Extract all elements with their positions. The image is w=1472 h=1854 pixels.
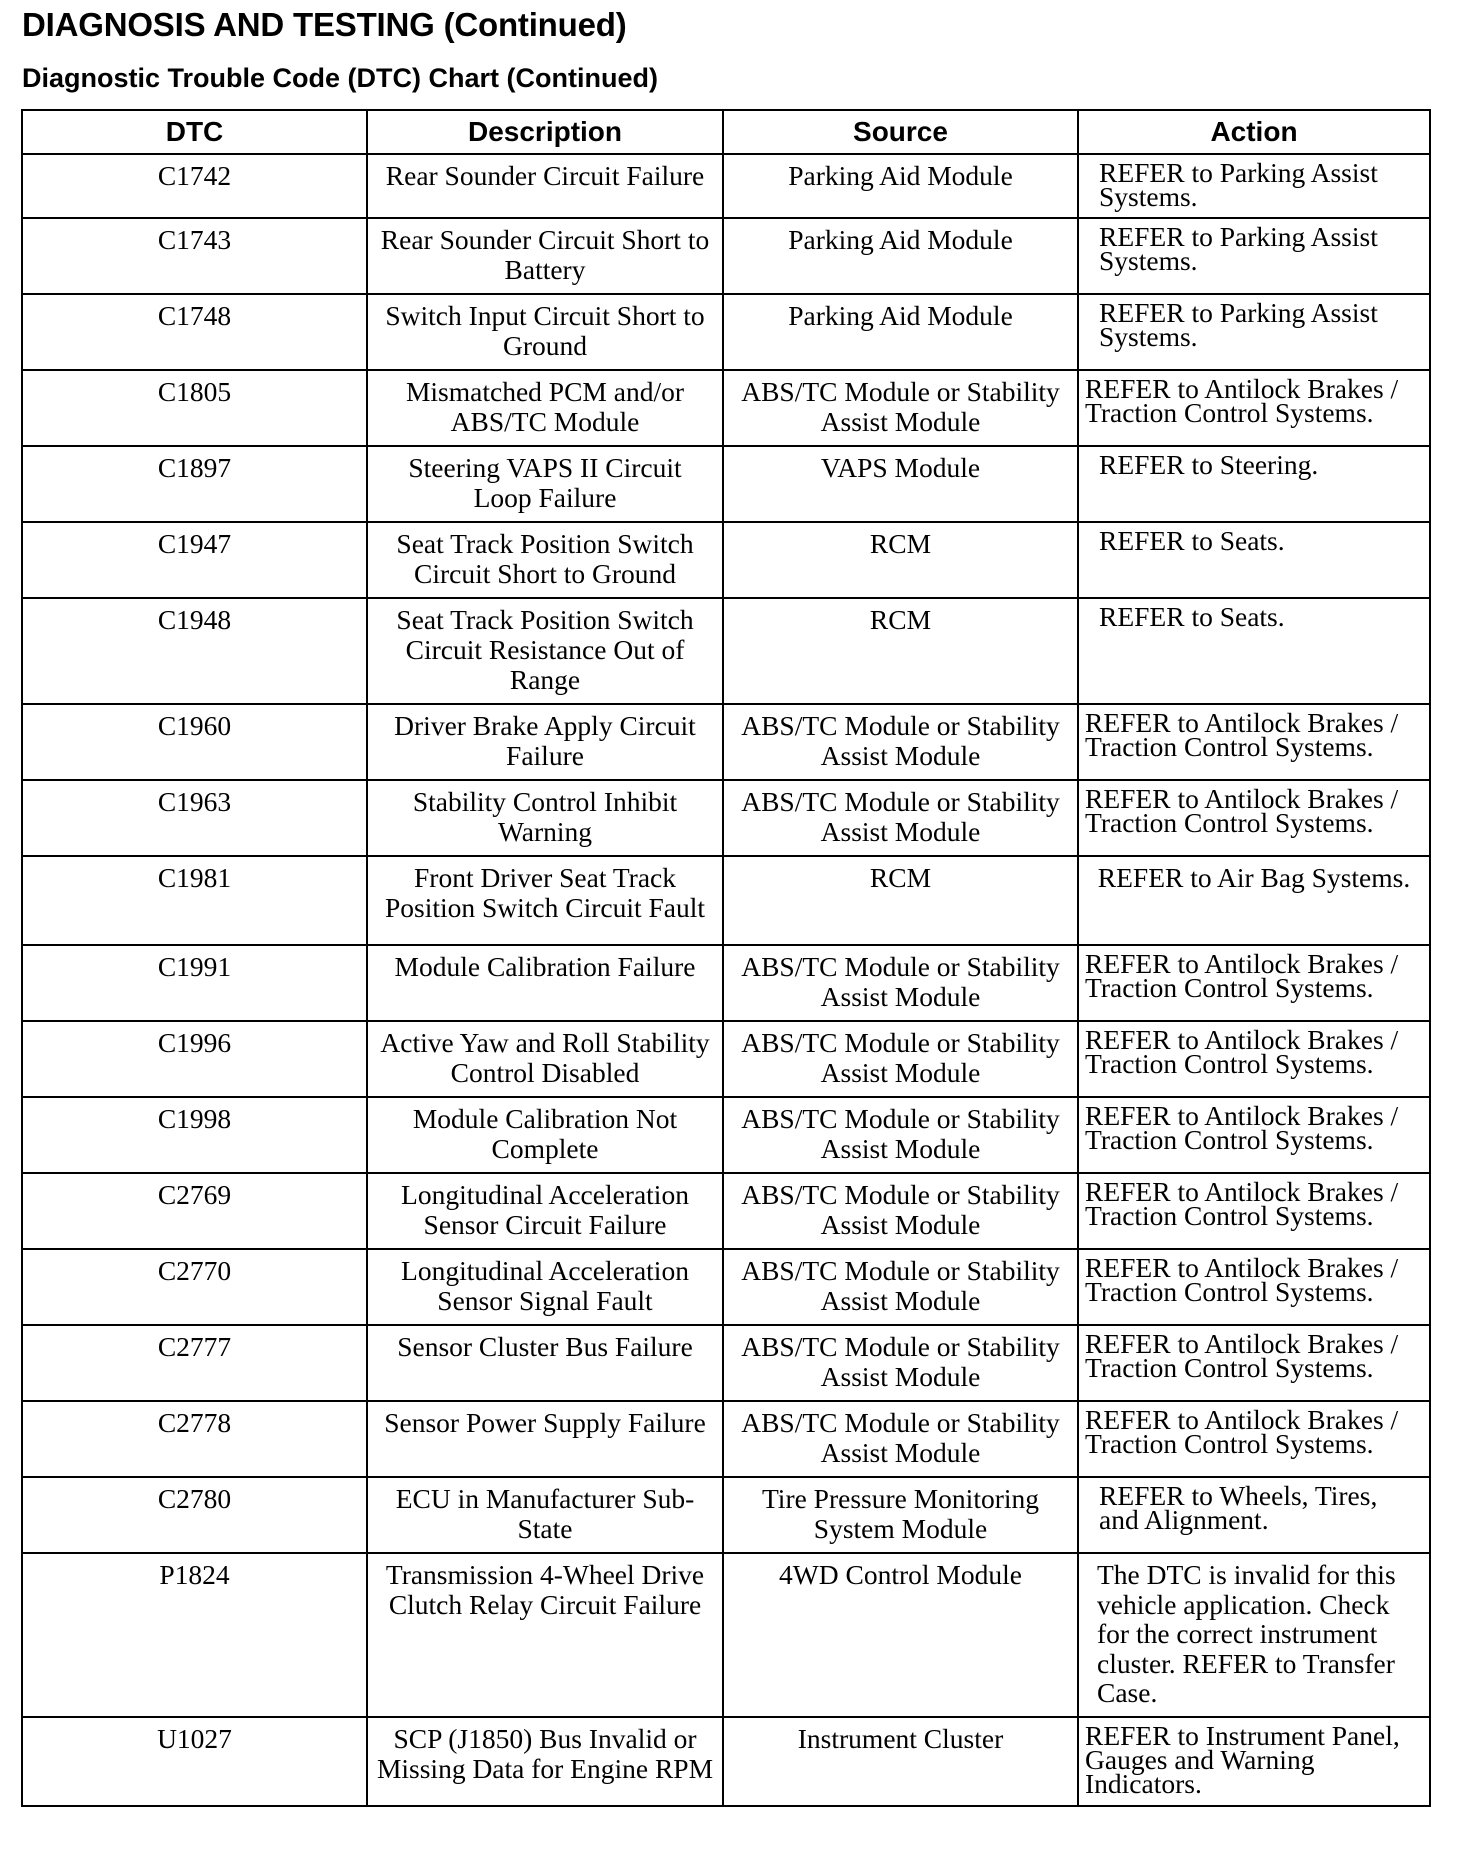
action-cell-text: REFER to Seats. xyxy=(1099,525,1285,556)
table-row xyxy=(22,154,1430,218)
action-cell xyxy=(1078,1249,1430,1325)
source-cell xyxy=(723,1553,1078,1717)
source-cell-text: RCM xyxy=(869,862,932,893)
dtc-code-cell xyxy=(22,1249,367,1325)
table-header-row xyxy=(22,110,1430,154)
column-header-source: Source xyxy=(723,110,1078,154)
action-cell xyxy=(1078,218,1430,294)
dtc-code-cell-text: C1991 xyxy=(157,951,232,982)
action-cell xyxy=(1078,780,1430,856)
source-cell-text: Parking Aid Module xyxy=(788,160,1013,191)
description-cell xyxy=(367,522,723,598)
source-cell-text: ABS/TC Module or Stability Assist Module xyxy=(741,951,1060,1012)
dtc-code-cell xyxy=(22,294,367,370)
dtc-code-cell xyxy=(22,945,367,1021)
action-cell-text: REFER to Instrument Panel, Gauges and Warning Indicators. xyxy=(1085,1719,1400,1799)
dtc-code-cell xyxy=(22,1021,367,1097)
table-row xyxy=(22,598,1430,704)
action-cell xyxy=(1078,856,1430,945)
source-cell xyxy=(723,704,1078,780)
source-cell xyxy=(723,1717,1078,1806)
action-cell xyxy=(1078,370,1430,446)
table-row xyxy=(22,1097,1430,1173)
description-cell-text: Sensor Power Supply Failure xyxy=(384,1407,706,1438)
source-cell-text: RCM xyxy=(869,604,932,635)
description-cell-text: Sensor Cluster Bus Failure xyxy=(397,1331,693,1362)
action-cell-text: REFER to Air Bag Systems. xyxy=(1097,862,1411,893)
dtc-code-cell-text: C1897 xyxy=(157,452,232,483)
dtc-code-cell xyxy=(22,1097,367,1173)
action-cell xyxy=(1078,1477,1430,1553)
description-cell xyxy=(367,1717,723,1806)
table-row xyxy=(22,294,1430,370)
source-cell xyxy=(723,780,1078,856)
source-cell xyxy=(723,370,1078,446)
source-cell xyxy=(723,856,1078,945)
table-row xyxy=(22,1477,1430,1553)
dtc-code-cell-text: C2778 xyxy=(157,1407,232,1438)
description-cell xyxy=(367,1477,723,1553)
dtc-code-cell-text: C2780 xyxy=(157,1483,232,1514)
action-cell xyxy=(1078,1717,1430,1806)
description-cell-text: Mismatched PCM and/or ABS/TC Module xyxy=(405,376,685,437)
source-cell xyxy=(723,522,1078,598)
table-row xyxy=(22,1553,1430,1717)
description-cell xyxy=(367,856,723,945)
chart-subtitle: Diagnostic Trouble Code (DTC) Chart (Continued) xyxy=(22,63,658,93)
source-cell-text: VAPS Module xyxy=(820,452,981,483)
source-cell xyxy=(723,294,1078,370)
table-row xyxy=(22,370,1430,446)
table-row xyxy=(22,780,1430,856)
dtc-code-cell-text: C1947 xyxy=(157,528,232,559)
action-cell-text: REFER to Antilock Brakes / Traction Control Systems. xyxy=(1085,1024,1399,1079)
dtc-code-cell xyxy=(22,1717,367,1806)
dtc-code-cell xyxy=(22,522,367,598)
description-cell xyxy=(367,1249,723,1325)
action-cell-text: REFER to Antilock Brakes / Traction Control Systems. xyxy=(1085,373,1399,428)
table-row xyxy=(22,1717,1430,1806)
description-cell xyxy=(367,945,723,1021)
column-header-action: Action xyxy=(1078,110,1430,154)
dtc-code-cell xyxy=(22,598,367,704)
table-row xyxy=(22,856,1430,945)
dtc-code-cell-text: C1742 xyxy=(157,160,232,191)
description-cell-text: Driver Brake Apply Circuit Failure xyxy=(394,710,696,771)
description-cell xyxy=(367,1173,723,1249)
action-cell xyxy=(1078,1325,1430,1401)
action-cell xyxy=(1078,1097,1430,1173)
source-cell xyxy=(723,218,1078,294)
action-cell xyxy=(1078,294,1430,370)
dtc-code-cell-text: C2770 xyxy=(157,1255,232,1286)
action-cell-text: REFER to Antilock Brakes / Traction Control Systems. xyxy=(1085,1404,1399,1459)
description-cell-text: Steering VAPS II Circuit Loop Failure xyxy=(408,452,682,513)
dtc-code-cell xyxy=(22,1401,367,1477)
description-cell-text: Module Calibration Not Complete xyxy=(412,1103,678,1164)
column-header-description: Description xyxy=(367,110,723,154)
dtc-table xyxy=(21,109,1431,1807)
description-cell-text: SCP (J1850) Bus Invalid or Missing Data for Engine RPM xyxy=(376,1722,714,1784)
dtc-code-cell xyxy=(22,780,367,856)
action-cell-text: REFER to Wheels, Tires, and Alignment. xyxy=(1099,1480,1378,1535)
source-cell xyxy=(723,598,1078,704)
table-row xyxy=(22,1249,1430,1325)
description-cell-text: Module Calibration Failure xyxy=(394,951,696,982)
description-cell-text: Active Yaw and Roll Stability Control Disabled xyxy=(380,1027,710,1088)
description-cell xyxy=(367,1325,723,1401)
description-cell-text: ECU in Manufacturer Sub-State xyxy=(395,1483,695,1544)
description-cell xyxy=(367,598,723,704)
description-cell xyxy=(367,218,723,294)
action-cell-text: The DTC is invalid for this vehicle application. Check for the correct instrument cluster. REFER to Transfer Case. xyxy=(1097,1559,1396,1708)
description-cell xyxy=(367,446,723,522)
description-cell-text: Rear Sounder Circuit Failure xyxy=(385,160,705,191)
source-cell-text: ABS/TC Module or Stability Assist Module xyxy=(741,1027,1060,1088)
source-cell-text: ABS/TC Module or Stability Assist Module xyxy=(741,1255,1060,1316)
action-cell xyxy=(1078,1401,1430,1477)
source-cell-text: ABS/TC Module or Stability Assist Module xyxy=(741,1103,1060,1164)
description-cell xyxy=(367,704,723,780)
dtc-code-cell xyxy=(22,370,367,446)
action-cell-text: REFER to Antilock Brakes / Traction Control Systems. xyxy=(1085,948,1399,1003)
source-cell xyxy=(723,154,1078,218)
dtc-code-cell xyxy=(22,1325,367,1401)
dtc-code-cell-text: C1963 xyxy=(157,786,232,817)
source-cell-text: Parking Aid Module xyxy=(788,224,1013,255)
dtc-code-cell-text: P1824 xyxy=(159,1559,230,1590)
table-row xyxy=(22,1401,1430,1477)
source-cell-text: ABS/TC Module or Stability Assist Module xyxy=(741,710,1060,771)
source-cell-text: Tire Pressure Monitoring System Module xyxy=(761,1483,1040,1544)
dtc-code-cell-text: C1996 xyxy=(157,1027,232,1058)
action-cell xyxy=(1078,704,1430,780)
action-cell-text: REFER to Antilock Brakes / Traction Control Systems. xyxy=(1085,1252,1399,1307)
dtc-code-cell xyxy=(22,1553,367,1717)
dtc-code-cell xyxy=(22,856,367,945)
description-cell xyxy=(367,294,723,370)
dtc-code-cell-text: C2777 xyxy=(157,1331,232,1362)
description-cell-text: Longitudinal Acceleration Sensor Circuit Failure xyxy=(401,1179,689,1240)
source-cell-text: 4WD Control Module xyxy=(779,1559,1022,1590)
source-cell xyxy=(723,1401,1078,1477)
table-row xyxy=(22,945,1430,1021)
source-cell-text: ABS/TC Module or Stability Assist Module xyxy=(741,1331,1060,1392)
action-cell-text: REFER to Parking Assist Systems. xyxy=(1099,297,1378,352)
source-cell-text: ABS/TC Module or Stability Assist Module xyxy=(741,786,1060,847)
action-cell xyxy=(1078,598,1430,704)
source-cell xyxy=(723,446,1078,522)
action-cell xyxy=(1078,1021,1430,1097)
source-cell-text: RCM xyxy=(869,528,932,559)
table-row xyxy=(22,522,1430,598)
description-cell-text: Front Driver Seat Track Position Switch Circuit Fault xyxy=(384,862,706,923)
action-cell-text: REFER to Parking Assist Systems. xyxy=(1099,221,1378,276)
dtc-code-cell xyxy=(22,446,367,522)
description-cell xyxy=(367,154,723,218)
description-cell xyxy=(367,1097,723,1173)
action-cell-text: REFER to Antilock Brakes / Traction Control Systems. xyxy=(1085,1328,1399,1383)
action-cell xyxy=(1078,522,1430,598)
source-cell xyxy=(723,1173,1078,1249)
dtc-code-cell xyxy=(22,1173,367,1249)
action-cell-text: REFER to Antilock Brakes / Traction Control Systems. xyxy=(1085,707,1399,762)
action-cell xyxy=(1078,1173,1430,1249)
action-cell-text: REFER to Seats. xyxy=(1099,601,1285,632)
source-cell xyxy=(723,1477,1078,1553)
table-row xyxy=(22,218,1430,294)
description-cell xyxy=(367,780,723,856)
source-cell xyxy=(723,1021,1078,1097)
description-cell-text: Seat Track Position Switch Circuit Resistance Out of Range xyxy=(396,604,694,695)
source-cell-text: ABS/TC Module or Stability Assist Module xyxy=(741,376,1060,437)
source-cell xyxy=(723,945,1078,1021)
dtc-code-cell-text: U1027 xyxy=(157,1722,232,1754)
dtc-code-cell xyxy=(22,704,367,780)
dtc-code-cell-text: C1805 xyxy=(157,376,232,407)
table-row xyxy=(22,446,1430,522)
dtc-code-cell-text: C2769 xyxy=(157,1179,232,1210)
action-cell-text: REFER to Antilock Brakes / Traction Control Systems. xyxy=(1085,783,1399,838)
source-cell-text: ABS/TC Module or Stability Assist Module xyxy=(741,1407,1060,1468)
description-cell-text: Seat Track Position Switch Circuit Short to Ground xyxy=(396,528,694,589)
dtc-code-cell xyxy=(22,154,367,218)
description-cell-text: Switch Input Circuit Short to Ground xyxy=(385,300,705,361)
dtc-code-cell-text: C1981 xyxy=(157,862,232,893)
action-cell xyxy=(1078,945,1430,1021)
description-cell-text: Transmission 4-Wheel Drive Clutch Relay Circuit Failure xyxy=(385,1559,705,1620)
table-row xyxy=(22,1021,1430,1097)
action-cell xyxy=(1078,154,1430,218)
dtc-code-cell-text: C1998 xyxy=(157,1103,232,1134)
source-cell xyxy=(723,1325,1078,1401)
dtc-code-cell-text: C1748 xyxy=(157,300,232,331)
dtc-code-cell xyxy=(22,218,367,294)
source-cell-text: Instrument Cluster xyxy=(797,1722,1004,1754)
source-cell xyxy=(723,1097,1078,1173)
dtc-code-cell-text: C1960 xyxy=(157,710,232,741)
source-cell-text: Parking Aid Module xyxy=(788,300,1013,331)
page-title: DIAGNOSIS AND TESTING (Continued) xyxy=(22,6,627,43)
dtc-code-cell xyxy=(22,1477,367,1553)
action-cell-text: REFER to Parking Assist Systems. xyxy=(1099,157,1378,212)
action-cell-text: REFER to Antilock Brakes / Traction Control Systems. xyxy=(1085,1176,1399,1231)
action-cell xyxy=(1078,446,1430,522)
description-cell-text: Rear Sounder Circuit Short to Battery xyxy=(380,224,710,285)
table-body xyxy=(22,154,1430,1806)
description-cell-text: Stability Control Inhibit Warning xyxy=(412,786,678,847)
action-cell xyxy=(1078,1553,1430,1717)
description-cell xyxy=(367,1021,723,1097)
description-cell xyxy=(367,1553,723,1717)
description-cell-text: Longitudinal Acceleration Sensor Signal Fault xyxy=(401,1255,689,1316)
table-row xyxy=(22,1173,1430,1249)
source-cell xyxy=(723,1249,1078,1325)
column-header-dtc: DTC xyxy=(22,110,367,154)
source-cell-text: ABS/TC Module or Stability Assist Module xyxy=(741,1179,1060,1240)
table-row xyxy=(22,1325,1430,1401)
dtc-code-cell-text: C1743 xyxy=(157,224,232,255)
description-cell xyxy=(367,370,723,446)
description-cell xyxy=(367,1401,723,1477)
dtc-code-cell-text: C1948 xyxy=(157,604,232,635)
table-row xyxy=(22,704,1430,780)
action-cell-text: REFER to Antilock Brakes / Traction Control Systems. xyxy=(1085,1100,1399,1155)
action-cell-text: REFER to Steering. xyxy=(1099,449,1319,480)
